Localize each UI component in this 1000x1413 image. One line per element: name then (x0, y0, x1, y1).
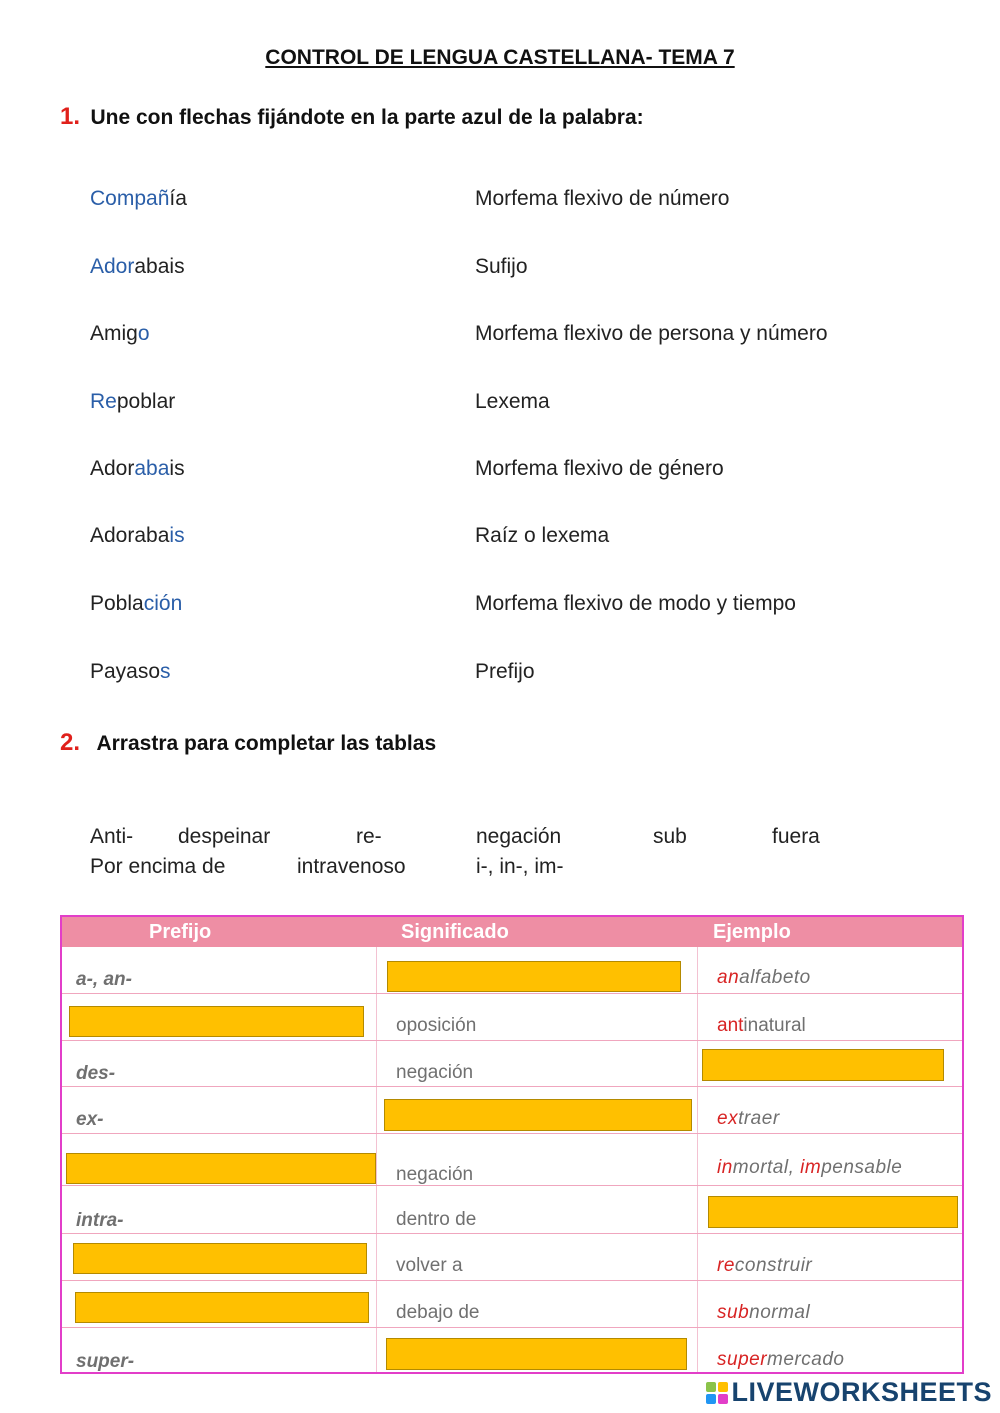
logo-text: LIVEWORKSHEETS (731, 1377, 992, 1407)
drop-slot-meaning[interactable] (384, 1099, 692, 1131)
prefix-cell: ex- (76, 1109, 104, 1130)
row-divider (62, 1327, 962, 1328)
example-cell: supermercado (717, 1349, 845, 1370)
example-cell: extraer (717, 1108, 780, 1129)
prefix-cell: super- (76, 1351, 135, 1372)
row-divider (62, 1280, 962, 1281)
row-divider (62, 993, 962, 994)
question-2-number: 2. (60, 729, 81, 756)
match-word[interactable]: Repoblar (90, 390, 176, 413)
word-bank-item[interactable]: re- (356, 825, 382, 848)
match-definition[interactable]: Morfema flexivo de modo y tiempo (475, 592, 796, 615)
word-bank-item[interactable]: Por encima de (90, 855, 226, 878)
page-title: CONTROL DE LENGUA CASTELLANA- TEMA 7 (265, 46, 735, 69)
match-word[interactable]: Adorabais (90, 457, 185, 480)
word-bank-item[interactable]: sub (653, 825, 687, 848)
prefix-table (60, 915, 964, 1374)
match-word[interactable]: Payasos (90, 660, 171, 683)
word-bank-item[interactable]: despeinar (178, 825, 271, 848)
word-bank-item[interactable]: negación (476, 825, 562, 848)
match-word[interactable]: Adorabais (90, 255, 185, 278)
column-divider (376, 947, 377, 1372)
drop-slot-prefix[interactable] (75, 1292, 369, 1323)
row-divider (62, 1040, 962, 1041)
example-cell: antinatural (717, 1015, 806, 1036)
prefix-cell: des- (76, 1063, 116, 1084)
example-cell: analfabeto (717, 967, 811, 988)
drop-slot-meaning[interactable] (386, 1338, 687, 1370)
match-word[interactable]: Amigo (90, 322, 150, 345)
question-1-number: 1. (60, 103, 81, 130)
drop-slot-prefix[interactable] (73, 1243, 367, 1274)
word-bank-item[interactable]: Anti- (90, 825, 134, 848)
header-prefijo: Prefijo (149, 921, 212, 943)
question-2-header (60, 729, 436, 757)
row-divider (62, 1185, 962, 1186)
meaning-cell: negación (396, 1062, 474, 1083)
match-word[interactable]: Población (90, 592, 183, 615)
drop-slot-example[interactable] (702, 1049, 944, 1081)
row-divider (62, 1086, 962, 1087)
prefix-cell: intra- (76, 1210, 124, 1231)
match-definition[interactable]: Lexema (475, 390, 550, 413)
meaning-cell: debajo de (396, 1302, 480, 1323)
example-cell: reconstruir (717, 1255, 813, 1276)
match-definition[interactable]: Morfema flexivo de género (475, 457, 724, 480)
meaning-cell: volver a (396, 1255, 463, 1276)
question-2-text: Arrastra para completar las tablas (96, 732, 437, 755)
drop-slot-prefix[interactable] (69, 1006, 364, 1037)
row-divider (62, 1233, 962, 1234)
question-1-text: Une con flechas fijándote en la parte azul de la palabra: (90, 106, 644, 129)
prefix-cell: a-, an- (76, 969, 132, 990)
header-significado: Significado (401, 921, 509, 943)
match-definition[interactable]: Prefijo (475, 660, 535, 683)
meaning-cell: dentro de (396, 1209, 477, 1230)
word-bank-item[interactable]: intravenoso (297, 855, 406, 878)
match-definition[interactable]: Sufijo (475, 255, 528, 278)
example-cell: inmortal, impensable (717, 1157, 903, 1178)
match-definition[interactable]: Morfema flexivo de persona y número (475, 322, 828, 345)
column-divider (697, 947, 698, 1372)
drop-slot-example[interactable] (708, 1196, 958, 1228)
header-ejemplo: Ejemplo (713, 921, 791, 943)
word-bank-item[interactable]: fuera (772, 825, 820, 848)
drop-slot-meaning[interactable] (387, 961, 681, 992)
liveworksheets-icon (706, 1382, 728, 1404)
match-definition[interactable]: Morfema flexivo de número (475, 187, 730, 210)
meaning-cell: oposición (396, 1015, 477, 1036)
example-cell: subnormal (717, 1302, 811, 1323)
match-definition[interactable]: Raíz o lexema (475, 524, 610, 547)
question-1-header (60, 103, 644, 131)
meaning-cell: negación (396, 1164, 474, 1185)
match-word[interactable]: Adorabais (90, 524, 185, 547)
drop-slot-prefix[interactable] (66, 1153, 376, 1184)
word-bank-item[interactable]: i-, in-, im- (476, 855, 564, 878)
row-divider (62, 1133, 962, 1134)
liveworksheets-logo (706, 1377, 992, 1408)
match-word[interactable]: Compañía (90, 187, 187, 210)
